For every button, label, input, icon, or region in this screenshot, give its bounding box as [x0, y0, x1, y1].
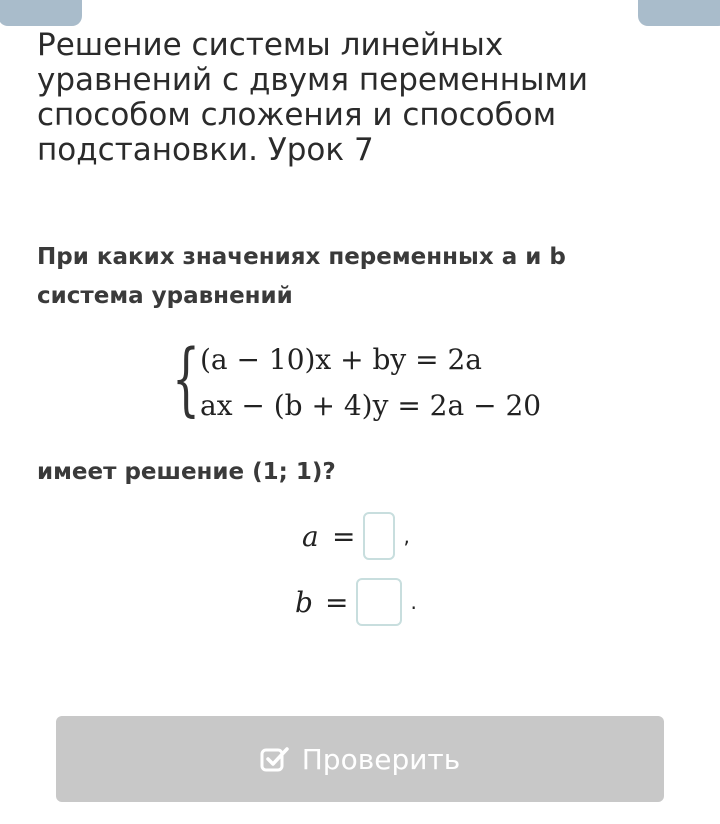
result-text: имеет решение (1; 1)? — [37, 459, 336, 485]
answer-row-b — [295, 578, 417, 626]
answer-row-a — [302, 512, 410, 560]
equation-2: ax − (b + 4)y = 2a − 20 — [200, 389, 542, 422]
comma: , — [403, 524, 410, 548]
question-text: При каких значениях переменных a и b система уравнений — [37, 244, 566, 309]
lesson-title: Решение системы линейных уравнений с двумя переменными способом сложения и способом подстановки. Урок 7 — [37, 27, 588, 168]
system-brace: { — [172, 332, 200, 425]
variable-b-label: b — [295, 585, 313, 619]
variable-a-label: a — [302, 519, 319, 553]
menu-button[interactable] — [0, 0, 82, 26]
equals-sign: = — [332, 519, 356, 553]
equation-1: (a − 10)x + by = 2a — [200, 343, 482, 376]
check-button[interactable] — [56, 716, 664, 802]
close-button[interactable] — [638, 0, 720, 26]
check-button-label: Проверить — [301, 742, 461, 776]
equals-sign: = — [325, 585, 349, 619]
checkbox-check-icon — [260, 746, 290, 772]
equation-system — [172, 332, 592, 430]
answer-b-input[interactable] — [356, 578, 402, 626]
period: . — [410, 590, 417, 614]
answer-a-input[interactable] — [363, 512, 395, 560]
